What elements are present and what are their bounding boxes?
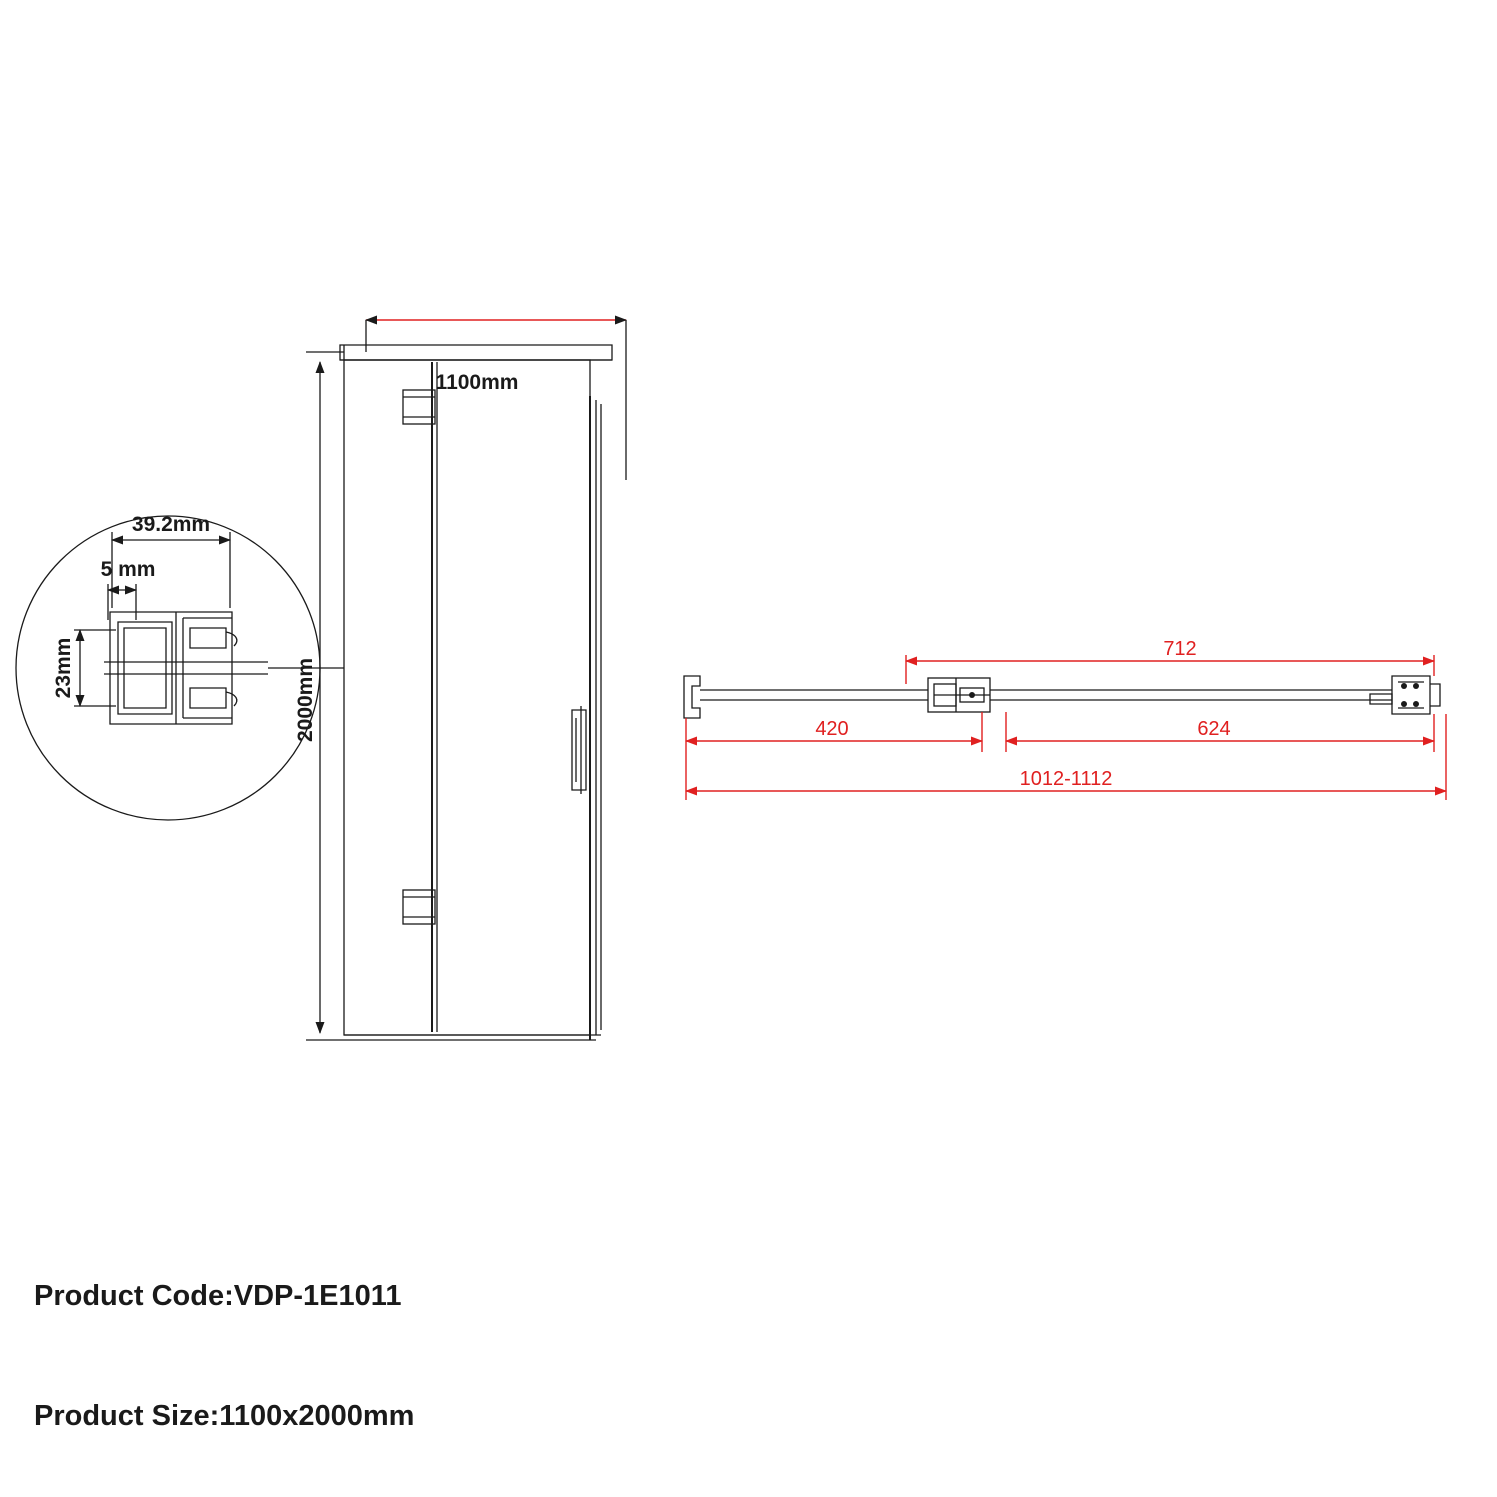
- detail-height-label: 23mm: [52, 637, 75, 699]
- front-height-label: 2000mm: [294, 657, 317, 743]
- plan-dim-712: 712: [1163, 638, 1197, 660]
- caption-block: [34, 1196, 414, 1497]
- detail-inner-label: 5 mm: [100, 558, 156, 581]
- detail-width-label: 39.2mm: [131, 513, 211, 536]
- plan-dim-overall: 1012-1112: [1019, 768, 1113, 790]
- product-size-label: Product Size:1100x2000mm: [34, 1400, 415, 1432]
- plan-dim-624: 624: [1197, 718, 1231, 740]
- front-width-label: 1100mm: [435, 371, 519, 394]
- front-elevation-view: [294, 320, 626, 1040]
- plan-view: [684, 638, 1446, 800]
- plan-dim-420: 420: [815, 718, 849, 740]
- product-code-label: Product Code:VDP-1E1011: [34, 1280, 402, 1312]
